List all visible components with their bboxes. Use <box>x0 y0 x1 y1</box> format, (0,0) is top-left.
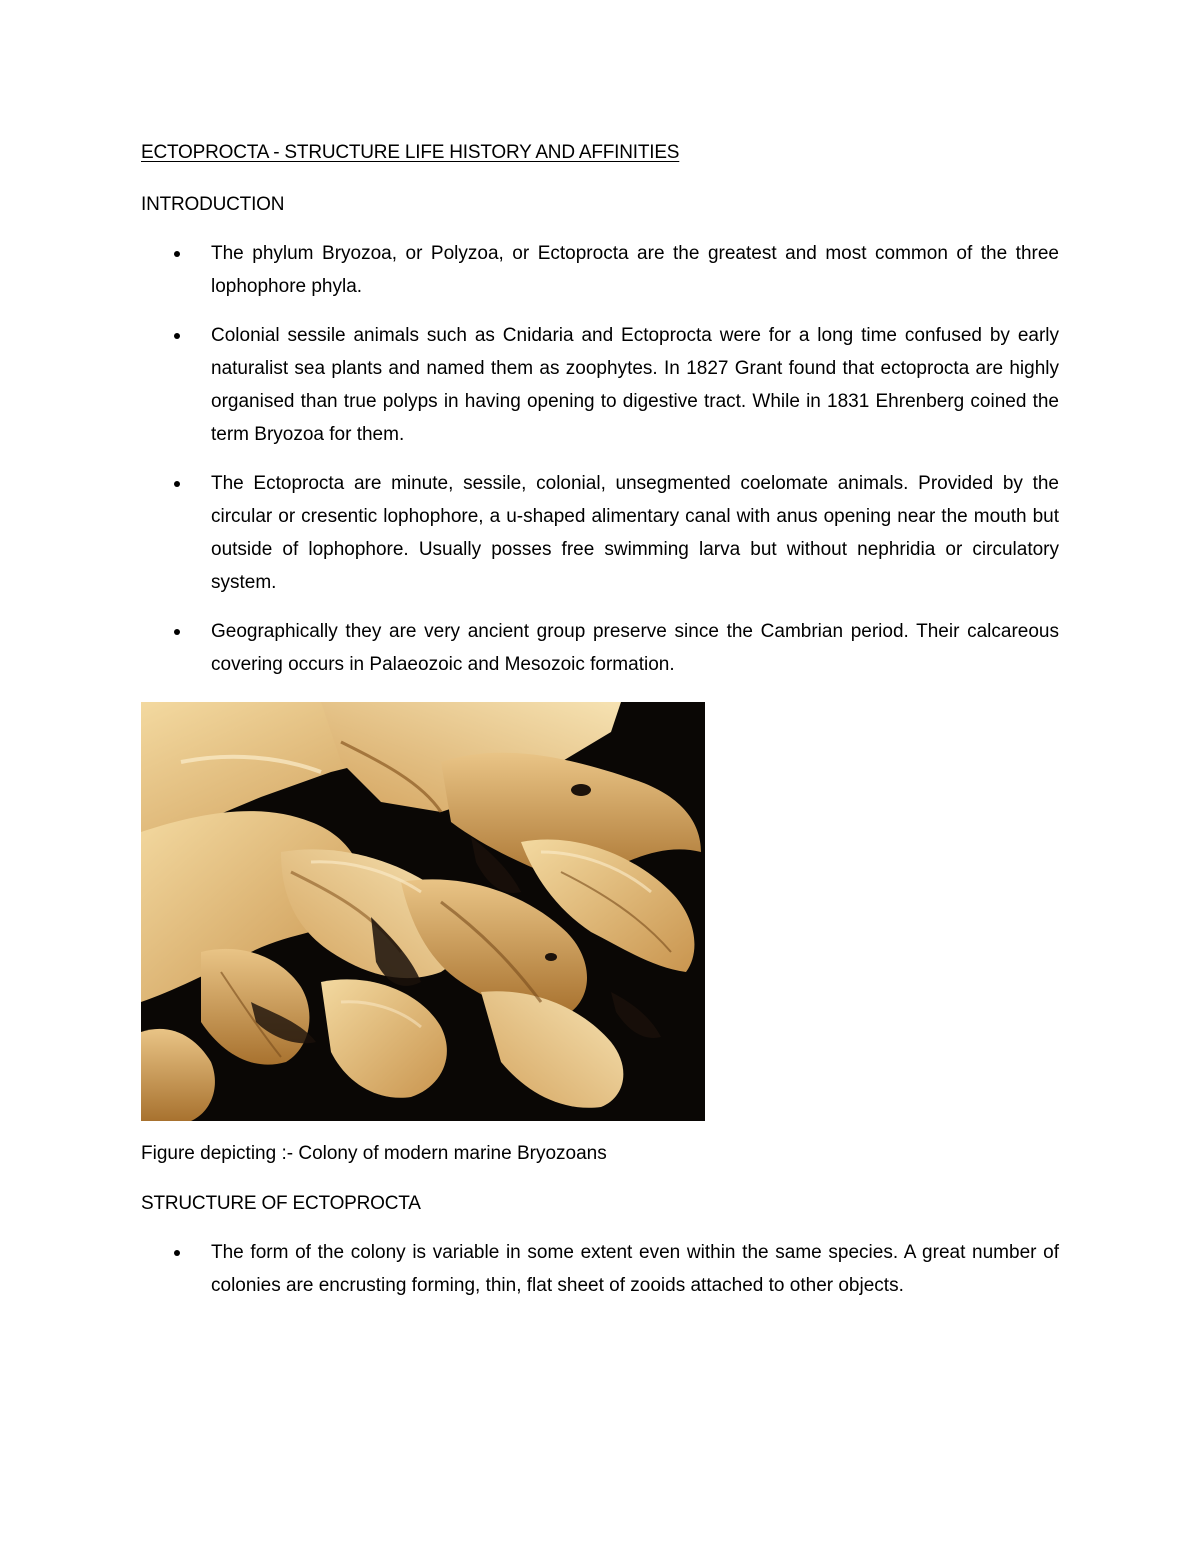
list-item-text: Colonial sessile animals such as Cnidaria and Ectoprocta were for a long time confused by early naturalist sea plants and named them as zoophytes. In 1827 Grant found that ectoprocta are highly organised than true polyps in having opening to digestive tract. While in 1831 Ehrenberg coined the term Bryozoa for them. <box>211 325 1059 445</box>
bullet-icon <box>174 333 180 339</box>
list-item-text: The form of the colony is variable in some extent even within the same species. A great number of colonies are encrusting forming, thin, flat sheet of zooids attached to other objects. <box>211 1242 1059 1296</box>
document-title: ECTOPROCTA - STRUCTURE LIFE HISTORY AND AFFINITIES <box>141 142 680 163</box>
list-item <box>141 467 1059 599</box>
list-item-text: Geographically they are very ancient group preserve since the Cambrian period. Their calcareous covering occurs in Palaeozoic and Mesozoic formation. <box>211 621 1059 675</box>
introduction-list <box>141 237 1059 697</box>
structure-list <box>141 1236 1059 1318</box>
bullet-icon <box>174 481 180 487</box>
bryozoan-colony-photo <box>141 702 705 1121</box>
list-item <box>141 237 1059 303</box>
structure-heading: STRUCTURE OF ECTOPROCTA <box>141 1193 421 1214</box>
list-item-text: The Ectoprocta are minute, sessile, colonial, unsegmented coelomate animals. Provided by the circular or cresentic lophophore, a u-shaped alimentary canal with anus opening near the mouth but outside of lophophore. Usually posses free swimming larva but without nephridia or circulatory system. <box>211 473 1059 593</box>
bullet-icon <box>174 1250 180 1256</box>
list-item-text: The phylum Bryozoa, or Polyzoa, or Ectoprocta are the greatest and most common of the three lophophore phyla. <box>211 243 1059 297</box>
list-item <box>141 615 1059 681</box>
figure-caption: Figure depicting :- Colony of modern marine Bryozoans <box>141 1143 607 1164</box>
bullet-icon <box>174 629 180 635</box>
list-item <box>141 1236 1059 1302</box>
introduction-heading: INTRODUCTION <box>141 194 285 215</box>
list-item <box>141 319 1059 451</box>
bullet-icon <box>174 251 180 257</box>
